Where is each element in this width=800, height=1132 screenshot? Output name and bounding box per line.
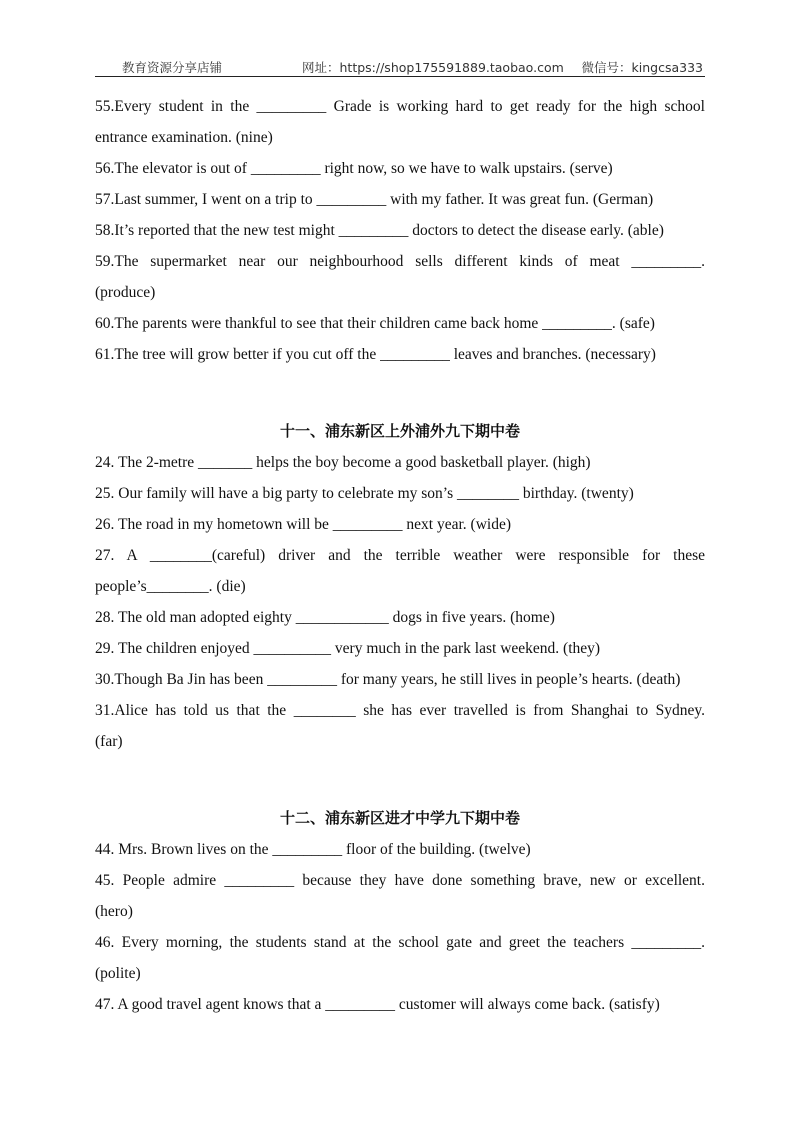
- question-line: people’s________. (die): [95, 578, 246, 595]
- question-line: (hero): [95, 903, 133, 920]
- question-line: 27. A ________(careful) driver and the terrible weather were responsible for these: [95, 547, 705, 564]
- question-line: entrance examination. (nine): [95, 129, 273, 146]
- section-c: [95, 803, 705, 1020]
- question-line: 30.Though Ba Jin has been _________ for many years, he still lives in people’s hearts. (death): [95, 671, 681, 688]
- question-line: 25. Our family will have a big party to celebrate my son’s ________ birthday. (twenty): [95, 485, 634, 502]
- section-a: [95, 91, 705, 370]
- header-shop-name: 教育资源分享店铺: [122, 60, 223, 75]
- question-line: (polite): [95, 965, 141, 982]
- question-line: 60.The parents were thankful to see that their children came back home _________. (safe): [95, 315, 655, 332]
- question-line: 57.Last summer, I went on a trip to _________ with my father. It was great fun. (German): [95, 191, 654, 208]
- header-shop-url: 网址：https://shop175591889.taobao.com: [302, 60, 564, 75]
- question-line: 28. The old man adopted eighty ____________ dogs in five years. (home): [95, 609, 555, 626]
- question-line: 29. The children enjoyed __________ very much in the park last weekend. (they): [95, 640, 601, 657]
- question-line: 61.The tree will grow better if you cut off the _________ leaves and branches. (necessary): [95, 346, 656, 363]
- question-line: 56.The elevator is out of _________ right now, so we have to walk upstairs. (serve): [95, 160, 613, 177]
- question-line: (far): [95, 733, 123, 750]
- section-title: 十二、浦东新区进才中学九下期中卷: [279, 809, 520, 827]
- document-body: [95, 91, 705, 1020]
- section-b: [95, 416, 705, 757]
- question-line: 46. Every morning, the students stand at the school gate and greet the teachers _________.: [95, 934, 705, 951]
- question-line: 44. Mrs. Brown lives on the _________ floor of the building. (twelve): [95, 841, 531, 858]
- section-title: 十一、浦东新区上外浦外九下期中卷: [279, 422, 520, 440]
- question-line: 47. A good travel agent knows that a _________ customer will always come back. (satisfy): [95, 996, 660, 1013]
- question-line: 26. The road in my hometown will be _________ next year. (wide): [95, 516, 511, 533]
- question-line: 58.It’s reported that the new test might _________ doctors to detect the disease early. (able): [95, 222, 664, 239]
- page-header: [95, 56, 705, 77]
- question-line: (produce): [95, 284, 156, 301]
- question-line: 55.Every student in the _________ Grade is working hard to get ready for the high school: [95, 98, 705, 115]
- question-line: 24. The 2-metre _______ helps the boy become a good basketball player. (high): [95, 454, 591, 471]
- question-line: 59.The supermarket near our neighbourhood sells different kinds of meat _________.: [95, 253, 705, 270]
- question-line: 31.Alice has told us that the ________ she has ever travelled is from Shanghai to Sydney.: [95, 702, 705, 719]
- question-line: 45. People admire _________ because they have done something brave, new or excellent.: [95, 872, 705, 889]
- header-wechat-id: 微信号：kingcsa333: [581, 60, 703, 75]
